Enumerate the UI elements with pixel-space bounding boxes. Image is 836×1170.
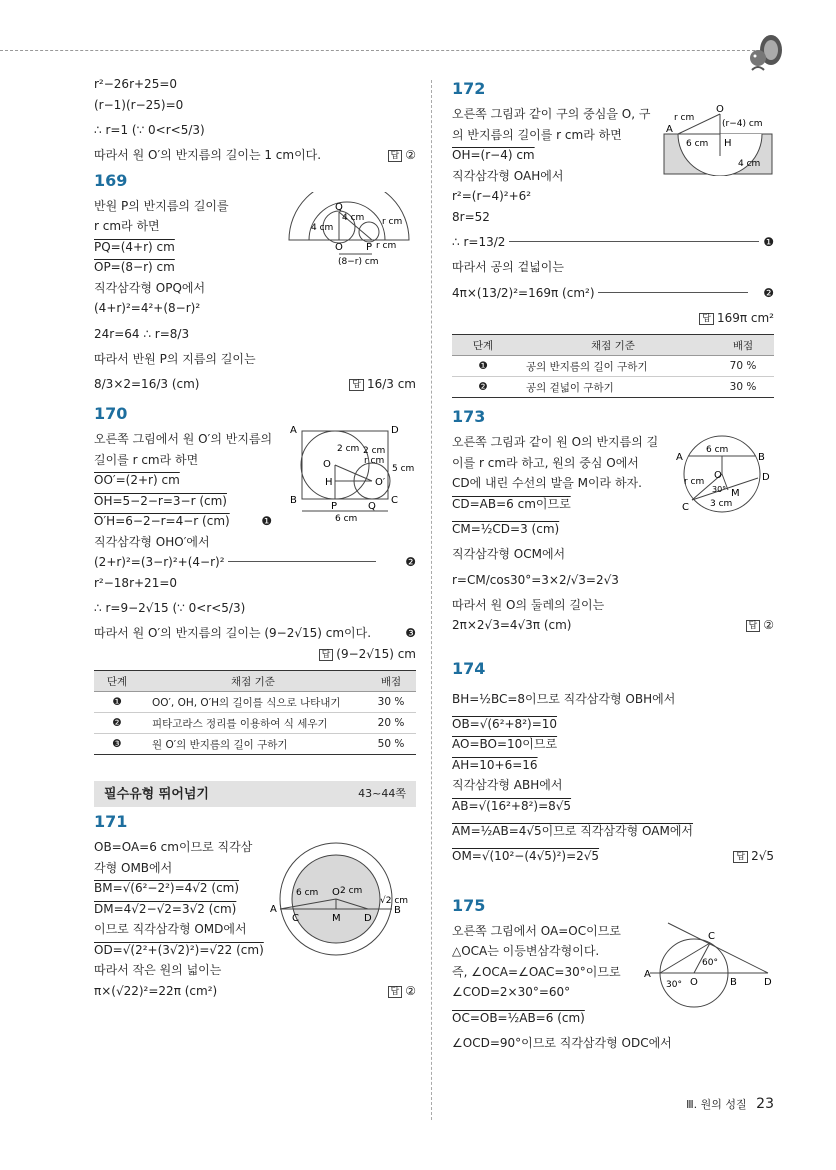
text-line: r cm라 하면 <box>94 219 160 233</box>
fig-label: 3 cm <box>710 499 733 509</box>
fig-label-A: A <box>666 124 673 135</box>
text-line <box>452 494 774 515</box>
table-row <box>452 377 774 398</box>
text-line: ∠OCD=90°이므로 직각삼각형 ODC에서 <box>452 1035 672 1050</box>
fig-label-Q: Q <box>368 501 376 512</box>
table-cell: ❷ <box>94 713 140 734</box>
fig-label-B: B <box>730 976 737 988</box>
grading-table <box>452 334 774 398</box>
equation: OD=√(2²+(3√2)²)=√22 (cm) <box>94 942 264 957</box>
text-line: 의 반지름의 길이를 r cm라 하면 <box>452 127 622 142</box>
equation: OM=√(10²−(4√5)²)=2√5 <box>452 849 600 863</box>
text-line: 즉, ∠OCA=∠OAC=30°이므로 <box>452 964 621 979</box>
problem-173 <box>452 402 774 636</box>
answer-line <box>452 846 774 867</box>
fig-label-A: A <box>270 904 277 915</box>
text-line: 따라서 원 O′의 반지름의 길이는 1 cm이다. <box>94 148 322 162</box>
problem-number: 172 <box>452 79 486 98</box>
squirrel-mascot-icon <box>744 30 784 74</box>
top-rule <box>0 50 760 51</box>
equation: O′H=6−2−r=4−r (cm) <box>94 514 230 528</box>
table-cell: 70 % <box>712 356 774 377</box>
answer-tag-icon: 답 <box>319 649 334 661</box>
fig-label-D: D <box>391 425 399 436</box>
fig-label: 6 cm <box>706 445 729 455</box>
text-line <box>452 1003 774 1033</box>
text-line <box>94 899 416 920</box>
step-marker: ❷ <box>763 285 774 300</box>
table-header: 배점 <box>712 335 774 356</box>
equation: DM=4√2−√2=3√2 (cm) <box>94 901 237 916</box>
text-line: r²−26r+25=0 <box>94 77 178 91</box>
answer-value: 169π cm² <box>716 310 774 325</box>
equation: CM=½CD=3 (cm) <box>452 522 560 536</box>
grading-table <box>94 670 416 755</box>
text-line: ∠COD=2×30°=60° <box>452 985 571 999</box>
table-row <box>94 734 416 755</box>
answer-tag-icon: 답 <box>746 620 761 632</box>
table-cell: 공의 겉넓이 구하기 <box>514 377 712 398</box>
fig-label-B: B <box>758 452 765 463</box>
text-line <box>94 623 416 644</box>
table-header: 단계 <box>452 335 514 356</box>
text-line: (r−1)(r−25)=0 <box>94 97 184 112</box>
equation: 2π×2√3=4√3π (cm) <box>452 618 572 632</box>
answer <box>349 369 416 399</box>
problem-number: 174 <box>452 658 486 678</box>
table-cell: OO′, OH, O′H의 길이를 식으로 나타내기 <box>140 692 366 713</box>
text-line: 오른쪽 그림에서 OA=OC이므로 <box>452 923 621 938</box>
fig-label-Q: Q <box>335 201 343 213</box>
text-line: 길이를 r cm라 하면 <box>94 452 199 467</box>
table-cell: ❸ <box>94 734 140 755</box>
fig-label-M: M <box>332 913 341 924</box>
table-row <box>94 692 416 713</box>
fig-label-O-prime: O′ <box>375 477 386 488</box>
fig-label-O: O <box>714 470 722 481</box>
text-line: 따라서 반원 P의 지름의 길이는 <box>94 351 256 366</box>
fig-label-P: P <box>366 241 373 253</box>
answer-line <box>452 308 774 329</box>
fig-label: 60° <box>702 957 718 968</box>
answer-line <box>94 981 416 1002</box>
chapter-title: Ⅲ. 원의 성질 <box>686 1098 747 1111</box>
text-line: 직각삼각형 OHO′에서 <box>94 534 210 549</box>
answer-value: ② <box>763 618 774 632</box>
answer <box>733 846 774 867</box>
column-divider <box>431 80 432 1120</box>
text-line: r²=(r−4)²+6² <box>452 189 532 203</box>
fig-label: 6 cm <box>686 139 709 149</box>
page-number: 23 <box>756 1096 774 1112</box>
equation: AB=√(16²+8²)=8√5 <box>452 798 572 813</box>
table-header: 단계 <box>94 671 140 692</box>
answer-tag-icon: 답 <box>388 150 403 162</box>
problem-172 <box>452 74 774 398</box>
text-line: △OCA는 이등변삼각형이다. <box>452 944 600 958</box>
table-cell: 20 % <box>366 713 416 734</box>
table-cell: ❷ <box>452 377 514 398</box>
text-line <box>452 278 774 308</box>
text-line <box>452 816 774 846</box>
fig-label-O: O <box>690 976 698 988</box>
equation: AH=10+6=16 <box>452 757 538 772</box>
text: 따라서 원 O′의 반지름의 길이는 (9−2√15) cm이다. <box>94 626 372 640</box>
fig-label: 4 cm <box>738 159 761 169</box>
answer-tag-icon: 답 <box>388 986 403 998</box>
answer-tag-icon: 답 <box>349 379 364 391</box>
fig-label-B: B <box>394 905 401 916</box>
fig-label: 4 cm <box>311 222 334 233</box>
equation: PQ=(4+r) cm <box>94 239 175 254</box>
answer <box>699 308 774 329</box>
text-line: 8r=52 <box>452 209 490 224</box>
fig-label: r cm <box>382 216 403 227</box>
text-line: 직각삼각형 OAH에서 <box>452 168 564 183</box>
fig-label-O: O <box>335 241 343 253</box>
fig-label: r cm <box>684 477 705 487</box>
fig-label-M: M <box>731 488 740 499</box>
equation: CD=AB=6 cm이므로 <box>452 496 571 511</box>
problem-175 <box>452 891 774 1054</box>
fig-label-D: D <box>764 976 772 988</box>
fig-label-C: C <box>682 502 689 513</box>
fig-label-O: O <box>332 887 340 898</box>
table-cell: 공의 반지름의 길이 구하기 <box>514 356 712 377</box>
text-line <box>452 734 774 755</box>
table-cell: 50 % <box>366 734 416 755</box>
text-line: CD에 내린 수선의 발을 M이라 하자. <box>452 476 642 490</box>
fig-label: √2 cm <box>380 896 409 906</box>
text-line: 따라서 작은 원의 넓이는 <box>94 963 222 977</box>
table-header: 배점 <box>366 671 416 692</box>
fig-label: 6 cm <box>296 888 319 898</box>
text-line: 각형 OMB에서 <box>94 860 173 875</box>
fig-label: 30° <box>712 485 727 494</box>
equation: ∴ r=13/2 <box>452 235 506 249</box>
equation: OP=(8−r) cm <box>94 260 175 274</box>
text-line <box>452 714 774 735</box>
fig-label: 6 cm <box>335 514 358 523</box>
text-line <box>452 796 774 817</box>
fig-label: 30° <box>666 979 682 990</box>
fig-label-O: O <box>323 459 331 470</box>
answer <box>319 644 416 665</box>
answer-line <box>94 369 416 399</box>
answer-tag-icon: 답 <box>699 313 714 325</box>
table-header: 채점 기준 <box>140 671 366 692</box>
problem-170 <box>94 399 416 755</box>
table-cell: 30 % <box>712 377 774 398</box>
fig-label: r cm <box>364 456 385 466</box>
fig-label-C: C <box>708 930 715 942</box>
problem-number: 169 <box>94 170 128 190</box>
text-line: (4+r)²=4²+(8−r)² <box>94 301 201 315</box>
text-line: 오른쪽 그림과 같이 구의 중심을 O, 구 <box>452 107 651 121</box>
fig-label-C: C <box>391 495 398 506</box>
answer-tag-icon: 답 <box>733 851 748 863</box>
leader-line <box>598 292 748 293</box>
table-row <box>452 356 774 377</box>
text-line: 직각삼각형 OCM에서 <box>452 547 566 561</box>
text-line <box>94 257 416 278</box>
step-marker: ❶ <box>261 514 272 528</box>
text-line: ∴ r=9−2√15 (∵ 0<r<5/3) <box>94 601 246 615</box>
problem-number: 173 <box>452 407 486 426</box>
text-line <box>94 878 416 899</box>
equation: OC=OB=½AB=6 (cm) <box>452 1010 585 1025</box>
table-cell: 30 % <box>366 692 416 713</box>
text-line <box>94 470 416 491</box>
text-line: 따라서 공의 겉넓이는 <box>452 260 564 274</box>
fig-label-B: B <box>290 495 297 506</box>
step-marker: ❸ <box>405 626 416 640</box>
text-line <box>452 227 774 257</box>
equation: 4π×(13/2)²=169π (cm²) <box>452 285 595 300</box>
page-footer <box>686 1096 774 1112</box>
table-header: 채점 기준 <box>514 335 712 356</box>
step-marker: ❶ <box>763 235 774 249</box>
fig-label-D: D <box>364 913 372 924</box>
equation: AM=½AB=4√5이므로 직각삼각형 OAM에서 <box>452 824 694 838</box>
text-line: 따라서 원 O의 둘레의 길이는 <box>452 597 605 612</box>
answer-line <box>94 145 416 166</box>
equation: (2+r)²=(3−r)²+(4−r)² <box>94 555 225 569</box>
fig-label: 2 cm <box>337 444 360 454</box>
section-pages: 43~44쪽 <box>358 787 406 800</box>
text-line <box>452 145 774 166</box>
answer <box>388 145 416 166</box>
answer-value: ② <box>405 983 416 998</box>
fig-label: r cm <box>674 113 695 123</box>
equation: OO′=(2+r) cm <box>94 473 180 487</box>
problem-number: 171 <box>94 812 128 831</box>
equation: BM=√(6²−2²)=4√2 (cm) <box>94 881 240 895</box>
fig-label-C: C <box>292 913 299 924</box>
text-line: 직각삼각형 ABH에서 <box>452 778 563 792</box>
answer-value: ② <box>405 148 416 162</box>
text-line: 24r=64 ∴ r=8/3 <box>94 326 190 341</box>
intro-block <box>94 74 416 166</box>
fig-label-H: H <box>325 477 333 488</box>
table-cell: 피타고라스 정리를 이용하여 식 세우기 <box>140 713 366 734</box>
fig-label: 5 cm <box>392 464 415 474</box>
problem-169 <box>94 166 416 400</box>
section-title: 필수유형 뛰어넘기 <box>104 787 209 802</box>
text-line: 이를 r cm라 하고, 원의 중심 O에서 <box>452 455 639 470</box>
equation: π×(√22)²=22π (cm²) <box>94 983 218 998</box>
fig-label: (r−4) cm <box>722 119 763 129</box>
text-line: 직각삼각형 OPQ에서 <box>94 280 206 295</box>
answer-line <box>452 615 774 636</box>
left-column <box>94 74 416 1001</box>
fig-label: (8−r) cm <box>338 256 379 267</box>
answer <box>388 981 416 1002</box>
table-cell: ❶ <box>452 356 514 377</box>
text-line <box>94 237 416 258</box>
text-line <box>94 491 416 512</box>
right-column <box>452 74 774 1053</box>
fig-label-O: O <box>716 104 724 115</box>
problem-174 <box>452 654 774 867</box>
text-line: 이므로 직각삼각형 OMD에서 <box>94 922 247 936</box>
text-line: OB=OA=6 cm이므로 직각삼 <box>94 840 253 854</box>
fig-label: 2 cm <box>340 886 363 896</box>
leader-line <box>228 561 376 562</box>
equation: AO=BO=10이므로 <box>452 737 558 751</box>
section-header <box>94 781 416 807</box>
problem-number: 175 <box>452 895 486 915</box>
answer-line <box>94 644 416 665</box>
answer-value: (9−2√15) cm <box>336 646 416 661</box>
fig-label: 4 cm <box>342 212 365 223</box>
text-line: r=CM/cos30°=3×2/√3=2√3 <box>452 572 619 587</box>
text-line <box>94 552 416 573</box>
fig-label: r cm <box>376 240 397 251</box>
problem-number: 170 <box>94 404 128 423</box>
answer <box>746 615 774 636</box>
fig-label-P: P <box>331 501 338 512</box>
table-cell: 원 O′의 반지름의 길이 구하기 <box>140 734 366 755</box>
fig-label: 2 cm <box>363 446 386 456</box>
equation: OB=√(6²+8²)=10 <box>452 716 558 731</box>
text-line: 오른쪽 그림과 같이 원 O의 반지름의 길 <box>452 435 659 449</box>
table-row <box>94 713 416 734</box>
fig-label-D: D <box>762 472 770 483</box>
answer-value: 16/3 cm <box>366 377 416 391</box>
equation: OH=5−2−r=3−r (cm) <box>94 493 227 508</box>
text-line: ∴ r=1 (∵ 0<r<5/3) <box>94 123 205 137</box>
table-cell: ❶ <box>94 692 140 713</box>
equation: OH=(r−4) cm <box>452 148 535 162</box>
text-line: 반원 P의 반지름의 길이를 <box>94 198 229 213</box>
fig-label-H: H <box>724 138 732 149</box>
text-line: BH=½BC=8이므로 직각삼각형 OBH에서 <box>452 691 676 706</box>
problem-171 <box>94 807 416 1001</box>
text-line <box>452 514 774 544</box>
text-line <box>94 940 416 961</box>
text-line <box>452 755 774 776</box>
leader-line <box>509 241 759 242</box>
text-line: 오른쪽 그림에서 원 O′의 반지름의 <box>94 432 273 446</box>
text-line <box>94 511 272 532</box>
text-line: r²−18r+21=0 <box>94 575 178 590</box>
fig-label-A: A <box>644 968 651 980</box>
fig-label-A: A <box>676 452 683 463</box>
answer-value: 2√5 <box>751 849 774 863</box>
step-marker: ❷ <box>405 555 416 569</box>
fig-label-A: A <box>290 425 297 436</box>
equation: 8/3×2=16/3 (cm) <box>94 377 200 391</box>
